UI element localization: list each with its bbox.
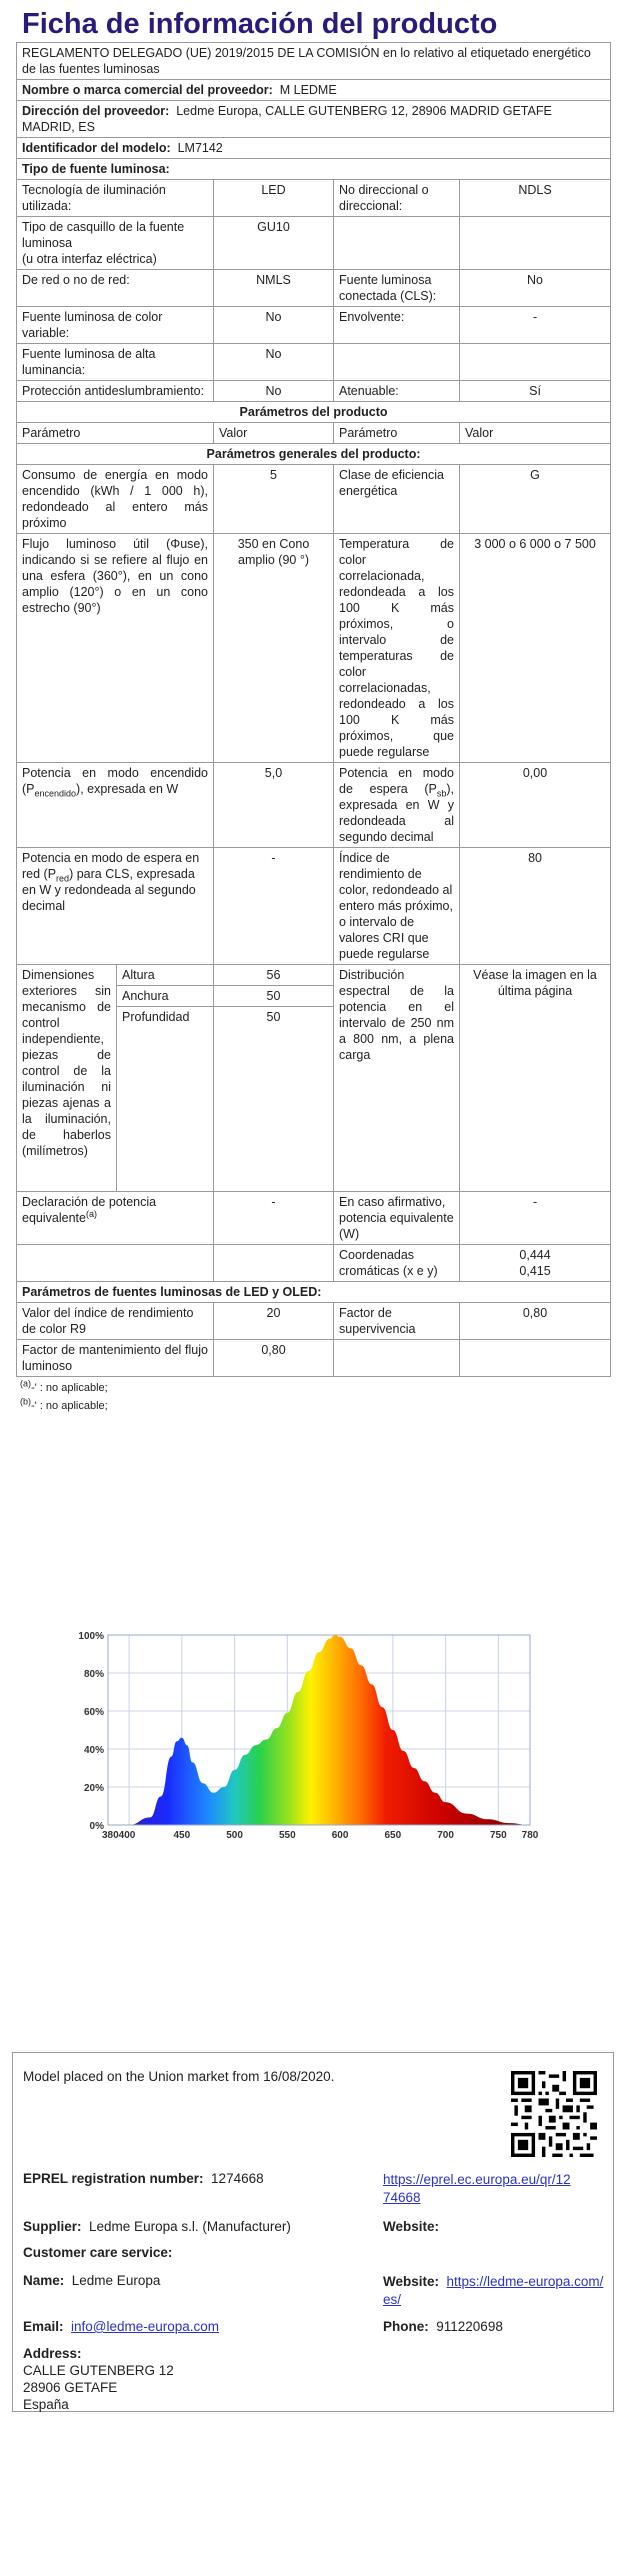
- standby-power-label: Potencia en modo de espera $(P_{sb})$, expresada en W y redondeada al segundo decimal: [334, 763, 460, 848]
- r9-value: 20: [214, 1303, 334, 1340]
- phone-label: Phone:: [383, 2319, 429, 2334]
- footnote-a: $^{(a)}$-' : no aplicable;: [20, 1378, 108, 1394]
- cs-website-row: [383, 2273, 603, 2309]
- cap-type-note: (u otra interfaz eléctrica): [22, 252, 157, 266]
- source-label: Fuente luminosa de color variable:: [17, 307, 214, 344]
- x-tick-label: 780: [521, 1830, 539, 1841]
- x-tick-label: 380400: [102, 1830, 136, 1841]
- source-value-2: [460, 344, 611, 381]
- survival-value: 0,80: [460, 1303, 611, 1340]
- model-id-label: Identificador del modelo:: [22, 141, 171, 155]
- source-label-2: [334, 344, 460, 381]
- eprel-link[interactable]: https://eprel.ec.europa.eu/qr/12 74668: [383, 2172, 571, 2205]
- maintenance-value: 0,80: [214, 1340, 334, 1377]
- chromaticity-value: 0,444 0,415: [460, 1245, 611, 1282]
- height-value: 56: [214, 965, 334, 986]
- model-id-value: LM7142: [177, 141, 223, 155]
- x-tick-label: 500: [226, 1830, 243, 1841]
- x-tick-label: 700: [437, 1830, 454, 1841]
- y-tick-label: 100%: [78, 1631, 104, 1642]
- spectral-label: Distribución espectral de la potencia en el intervalo de 250 nm a 800 nm, a plena carga: [334, 965, 460, 1192]
- source-value-2: -: [460, 307, 611, 344]
- power-on-label: Potencia en modo encendido $(P_{encendido})$, expresada en W: [17, 763, 214, 848]
- power-on-value: 5,0: [214, 763, 334, 848]
- source-value: No: [214, 344, 334, 381]
- maintenance-label: Factor de mantenimiento del flujo luminoso: [17, 1340, 214, 1377]
- supplier-address-label: Dirección del proveedor:: [22, 104, 170, 118]
- cct-value: 3 000 o 6 000 o 7 500: [460, 534, 611, 763]
- source-value: No: [214, 307, 334, 344]
- email-label: Email:: [23, 2319, 64, 2334]
- footnote-b: $^{(b)}$-' : no aplicable;: [20, 1396, 108, 1412]
- source-label: [17, 217, 214, 270]
- source-label-2: [334, 217, 460, 270]
- col-param: Parámetro: [17, 423, 214, 444]
- empty-cell: [17, 1245, 214, 1282]
- supplier-address-row: [17, 101, 611, 138]
- col-value: Valor: [214, 423, 334, 444]
- website-label: Website:: [383, 2219, 440, 2234]
- depth-value: 50: [214, 1007, 334, 1192]
- general-params-title: Parámetros generales del producto:: [17, 444, 611, 465]
- net-standby-label: Potencia en modo de espera en red $(P_{red})$ para CLS, expresada en W y redondeada al segundo decimal: [17, 848, 214, 965]
- source-value: NMLS: [214, 270, 334, 307]
- registration-number: 1274668: [211, 2171, 264, 2186]
- efficiency-class-value: G: [460, 465, 611, 534]
- footnotes: [16, 1379, 610, 1415]
- x-tick-labels: [102, 1830, 539, 1841]
- supplier-value: Ledme Europa s.l. (Manufacturer): [89, 2219, 291, 2234]
- source-label-2: Atenuable:: [334, 381, 460, 402]
- cap-type-label: Tipo de casquillo de la fuente luminosa: [22, 220, 185, 250]
- x-tick-label: 550: [279, 1830, 296, 1841]
- source-value: LED: [214, 180, 334, 217]
- flux-value: 350 en Cono amplio (90 °): [214, 534, 334, 763]
- source-value: No: [214, 381, 334, 402]
- cs-website-link[interactable]: https://ledme-europa.com/ es/: [383, 2274, 604, 2307]
- address-label: Address:: [23, 2346, 82, 2361]
- y-tick-label: 80%: [83, 1669, 104, 1680]
- customer-service-label: Customer care service:: [23, 2245, 173, 2260]
- cct-label: Temperatura de color correlacionada, redondeada a los 100 K más próximos, o intervalo de temperaturas de color correlacionadas, redondeado a los 100 K más próximos, que puede regularse: [334, 534, 460, 763]
- empty-cell: [214, 1245, 334, 1282]
- x-tick-label: 650: [384, 1830, 402, 1841]
- equiv-power-label: Declaración de potencia equivalente$^{(a)}$: [17, 1192, 214, 1245]
- source-value-2: [460, 217, 611, 270]
- empty-cell: [460, 1340, 611, 1377]
- col-param-2: Parámetro: [334, 423, 460, 444]
- source-value-2: No: [460, 270, 611, 307]
- y-tick-labels: [78, 1631, 104, 1832]
- phone-row: [383, 2319, 503, 2334]
- supplier-name-row: [17, 80, 611, 101]
- empty-cell: [334, 1340, 460, 1377]
- source-label: Tecnología de iluminación utilizada:: [17, 180, 214, 217]
- y-tick-label: 0%: [89, 1821, 104, 1832]
- source-label-2: No direccional o direccional:: [334, 180, 460, 217]
- depth-label: Profundidad: [117, 1007, 214, 1192]
- energy-consumption-value: 5: [214, 465, 334, 534]
- source-label: De red o no de red:: [17, 270, 214, 307]
- r9-label: Valor del índice de rendimiento de color R9: [17, 1303, 214, 1340]
- supplier-address-value: Ledme Europa, CALLE GUTENBERG 12, 28906 MADRID GETAFE MADRID, ES: [22, 104, 552, 134]
- qr-code-icon: [511, 2071, 597, 2157]
- email-row: [23, 2319, 219, 2334]
- supplier-name-value: M LEDME: [279, 83, 337, 97]
- address-line: CALLE GUTENBERG 12: [23, 2363, 174, 2378]
- registration-row: [23, 2171, 264, 2186]
- source-value-2: Sí: [460, 381, 611, 402]
- chromaticity-label: Coordenadas cromáticas (x e y): [334, 1245, 460, 1282]
- supplier-row: [23, 2219, 291, 2234]
- info-table: [16, 42, 611, 1377]
- cri-value: 80: [460, 848, 611, 965]
- supplier-name-label: Nombre o marca comercial del proveedor:: [22, 83, 273, 97]
- supplier-label: Supplier:: [23, 2219, 82, 2234]
- x-tick-label: 750: [490, 1830, 507, 1841]
- email-link[interactable]: info@ledme-europa.com: [71, 2319, 220, 2334]
- source-value: GU10: [214, 217, 334, 270]
- efficiency-class-label: Clase de eficiencia energética: [334, 465, 460, 534]
- equiv-power-value: -: [214, 1192, 334, 1245]
- eprel-info-box: [12, 2052, 614, 2412]
- source-value-2: NDLS: [460, 180, 611, 217]
- source-label-2: Fuente luminosa conectada (CLS):: [334, 270, 460, 307]
- width-label: Anchura: [117, 986, 214, 1007]
- phone-value: 911220698: [436, 2319, 503, 2334]
- x-tick-label: 600: [331, 1830, 349, 1841]
- source-type-label: Tipo de fuente luminosa:: [17, 159, 611, 180]
- spectral-value: Véase la imagen en la última página: [460, 965, 611, 1192]
- placed-on-market: Model placed on the Union market from 16/08/2020.: [23, 2069, 335, 2084]
- product-params-title: Parámetros del producto: [17, 402, 611, 423]
- standby-power-value: 0,00: [460, 763, 611, 848]
- address-line: 28906 GETAFE: [23, 2380, 118, 2395]
- address-line: España: [23, 2397, 69, 2412]
- equiv-power-w-label: En caso afirmativo, potencia equivalente (W): [334, 1192, 460, 1245]
- spectrum-area: [108, 1635, 530, 1825]
- model-id-row: [17, 138, 611, 159]
- energy-consumption-label: Consumo de energía en modo encendido (kWh / 1 000 h), redondeado al entero más próximo: [17, 465, 214, 534]
- registration-label: EPREL registration number:: [23, 2171, 204, 2186]
- survival-label: Factor de supervivencia: [334, 1303, 460, 1340]
- name-label: Name:: [23, 2273, 65, 2288]
- y-tick-label: 20%: [83, 1783, 104, 1794]
- equiv-power-w-value: -: [460, 1192, 611, 1245]
- source-label: Fuente luminosa de alta luminancia:: [17, 344, 214, 381]
- x-tick-label: 450: [173, 1830, 191, 1841]
- name-row: [23, 2273, 160, 2288]
- name-value: Ledme Europa: [71, 2273, 161, 2288]
- dimensions-label: Dimensiones exteriores sin mecanismo de control independiente, piezas de control de la iluminación ni piezas ajenas a la iluminación, de haberlos (milímetros): [17, 965, 117, 1192]
- spectral-distribution-chart: [60, 1625, 550, 1845]
- col-value-2: Valor: [460, 423, 611, 444]
- led-params-title: Parámetros de fuentes luminosas de LED y OLED:: [17, 1282, 611, 1303]
- height-label: Altura: [117, 965, 214, 986]
- cri-label: Índice de rendimiento de color, redondeado al entero más próximo, o intervalo de valores CRI que puede regularse: [334, 848, 460, 965]
- width-value: 50: [214, 986, 334, 1007]
- product-information-sheet: [16, 6, 610, 1415]
- address-block: [23, 2345, 174, 2413]
- flux-label: Flujo luminoso útil (Φuse), indicando si se refiere al flujo en una esfera (360°), en un cono amplio (120°) o en un cono estrecho (90°): [17, 534, 214, 763]
- page-title: Ficha de información del producto: [22, 8, 498, 40]
- net-standby-value: -: [214, 848, 334, 965]
- source-label: Protección antideslumbramiento:: [17, 381, 214, 402]
- cs-website-label: Website:: [383, 2274, 440, 2289]
- y-tick-label: 60%: [83, 1707, 104, 1718]
- y-tick-label: 40%: [83, 1745, 104, 1756]
- source-label-2: Envolvente:: [334, 307, 460, 344]
- regulation-text: REGLAMENTO DELEGADO (UE) 2019/2015 DE LA COMISIÓN en lo relativo al etiquetado energético de las fuentes luminosas: [17, 43, 611, 80]
